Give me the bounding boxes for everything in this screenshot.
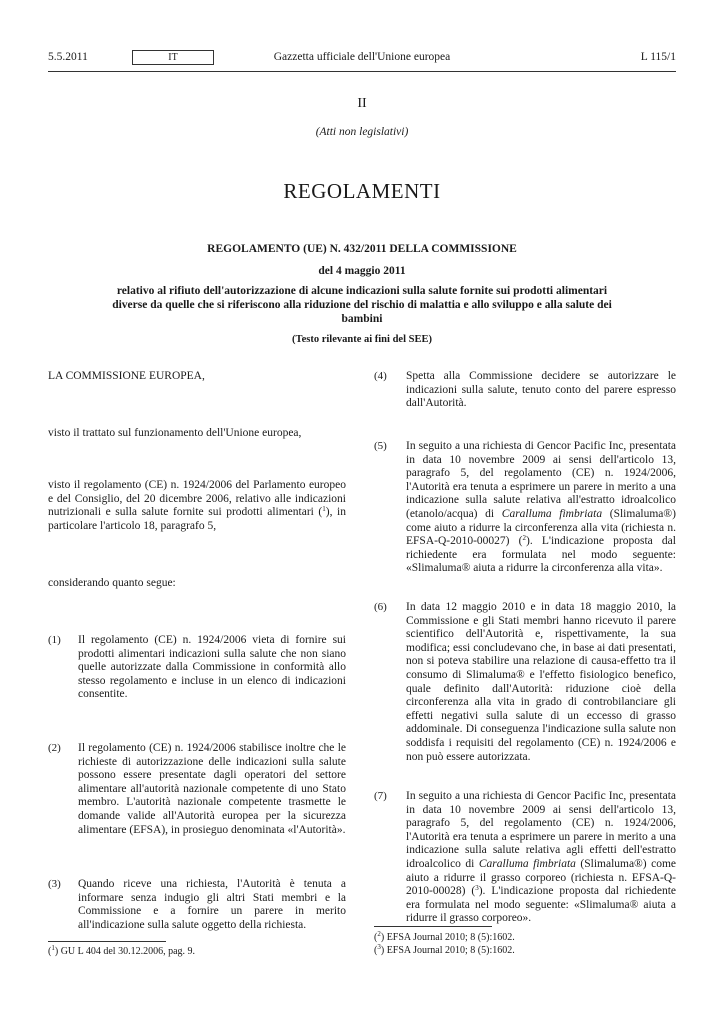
recital-number: (5) [374,440,387,452]
recital-number: (3) [48,878,61,890]
footnote-rule [48,941,166,942]
footnote-ref-2: 2 [522,534,526,543]
section-numeral: II [357,96,367,111]
preamble-commission: LA COMMISSIONE EUROPEA, [48,370,205,382]
recital-number: (4) [374,370,387,382]
footnote-3: ($^3$) EFSA Journal 2010; 8 (5):1602. [374,943,515,956]
eea-relevance: (Testo rilevante ai fini del SEE) [292,334,432,345]
recital-text: Il regolamento (CE) n. 1924/2006 vieta di fornire sui prodotti alimentari indicazioni sulla salute che non siano quelle autorizzate dalla Commissione in conformità allo stesso regolamento e incluse in un elenco di indicazioni consentite. [78,634,346,701]
regulation-subject: relativo al rifiuto dell'autorizzazione di alcune indicazioni sulla salute fornite sui prodotti alimentari diverse da quelle che si riferiscono alla riduzione del rischio di malattia e allo sviluppo e alla salute dei bambini [112,285,612,325]
page-header [48,51,676,67]
regulation-title: REGOLAMENTO (UE) N. 432/2011 DELLA COMMISSIONE [207,243,517,255]
recital-number: (2) [48,742,61,754]
header-rule [48,71,676,72]
footnote-rule [374,926,492,927]
recital-number: (6) [374,601,387,613]
page-reference: L 115/1 [640,51,676,63]
recital-text: In data 12 maggio 2010 e in data 18 maggio 2010, la Commissione e gli Stati membri hanno ricevuto il parere scientifico dell'Autorità e, rispettivamente, la sua modifica; essi concludevano che, in base ai dati presentati, non si poteva stabilire una relazione di causa-effetto tra il consumo di Slimaluma® e l'effetto fisiologico benefico, quale definito dall'Autorità: riduzione cioè della circonferenza alla vita in grado di controbilanciare gli effetti negativi sulla salute di un eccesso di grasso addominale. Di conseguenza l'indicazione sulla salute non soddisfa i requisiti del regolamento (CE) n. 1924/2006 e non può essere autorizzata. [406,601,676,763]
recital-text: In seguito a una richiesta di Gencor Pacific Inc, presentata in data 10 novembre 2009 ai sensi dell'articolo 13, paragrafo 5, del regolamento (CE) n. 1924/2006, l'Autorità era tenuta a esprimere un parere in merito a una indicazione sulla salute relativa all'estratto idroalcolico (etanolo/acqua) di Caralluma fimbriata (Slimaluma®) come aiuto a ridurre la circonferenza alla vita (richiesta n. EFSA-Q-2010-00027) ($^2$). L'indicazione proposta dal richiedente era formulata nel modo seguente: «Slimaluma® aiuta a ridurre la circonferenza alla vita». [406,440,676,575]
section-subtitle: (Atti non legislativi) [315,126,409,138]
preamble-considering: considerando quanto segue: [48,577,176,589]
preamble-regulation: visto il regolamento (CE) n. 1924/2006 del Parlamento europeo e del Consiglio, del 20 dicembre 2006, relativo alle indicazioni nutrizionali e sulla salute fornite sui prodotti alimentari ($^1$), in particolare l'articolo 18, paragrafo 5, [48,479,346,532]
header-date: 5.5.2011 [48,51,88,63]
footnote-1: ($^1$) GU L 404 del 30.12.2006, pag. 9. [48,944,196,957]
recital-number: (1) [48,634,61,646]
preamble-treaty: visto il trattato sul funzionamento dell'Unione europea, [48,427,302,439]
recital-text: Quando riceve una richiesta, l'Autorità è tenuta a informare senza indugio gli altri Stati membri e la Commissione e a fornire un parere in merito all'indicazione sulla salute oggetto della richiesta. [78,878,346,931]
recital-text: Il regolamento (CE) n. 1924/2006 stabilisce inoltre che le richieste di autorizzazione delle indicazioni sulla salute possono essere presentate dagli operatori del settore alimentare all'autorità nazionale competente di uno Stato membro. L'autorità nazionale competente trasmette le domande valide all'Autorità europea per la sicurezza alimentare (EFSA), in prosieguo denominata «l'Autorità». [78,742,346,836]
recital-number: (7) [374,790,387,802]
regulation-date: del 4 maggio 2011 [318,265,406,277]
recital-text: In seguito a una richiesta di Gencor Pacific Inc, presentata in data 10 novembre 2009 ai sensi dell'articolo 13, paragrafo 5, del regolamento (CE) n. 1924/2006, l'Autorità era tenuta a esprimere un parere in merito a una indicazione sulla salute relativa agli effetti dell'estratto idroalcolico di Caralluma fimbriata (Slimaluma®) come aiuto a ridurre il grasso corporeo (richiesta n. EFSA-Q-2010-00028) ($^3$). L'indicazione proposta dal richiedente era formulata nel modo seguente: «Slimaluma® aiuta a ridurre il grasso corporeo». [406,790,676,925]
journal-title: Gazzetta ufficiale dell'Unione europea [273,51,451,63]
section-heading: REGOLAMENTI [283,179,441,203]
footnote-ref-3: 3 [475,884,479,893]
recital-text: Spetta alla Commissione decidere se autorizzare le indicazioni sulla salute, tenuto conto del parere espresso dall'Autorità. [406,370,676,410]
footnote-ref-1: 1 [322,505,326,514]
language-box: IT [132,50,214,65]
footnote-2: ($^2$) EFSA Journal 2010; 8 (5):1602. [374,930,515,943]
